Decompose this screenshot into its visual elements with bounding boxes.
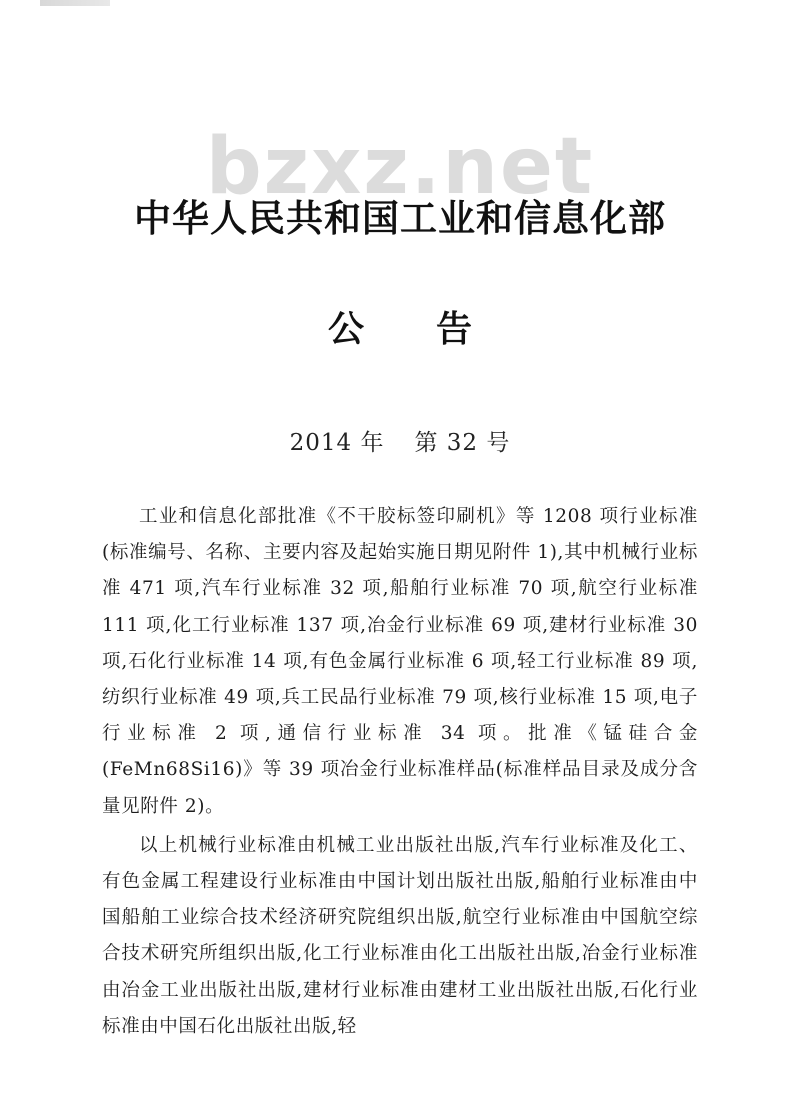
watermark: bzxz.net bbox=[205, 122, 595, 212]
paragraph-publishers: 以上机械行业标准由机械工业出版社出版,汽车行业标准及化工、有色金属工程建设行业标准由中国计划出版社出版,船舶行业标准由中国船舶工业综合技术经济研究院组织出版,航空行业标准由中国航空综合技术研究所组织出版,化工行业标准由化工出版社出版,冶金行业标准由冶金工业出版社出版,建材行业标准由建材工业出版社出版,石化行业标准由中国石化出版社出版,轻 bbox=[102, 834, 698, 1037]
scan-corner-mark bbox=[40, 0, 110, 6]
issue-year: 2014 年 bbox=[289, 430, 385, 456]
paragraph-approval: 工业和信息化部批准《不干胶标签印刷机》等 1208 项行业标准(标准编号、名称、主要内容及起始实施日期见附件 1),其中机械行业标准 471 项,汽车行业标准 32 项,船舶行业标准 70 项,航空行业标准 111 项,化工行业标准 137 项,冶金行业标准 69 项,建材行业标准 30 项,石化行业标准 14 项,有色金属行业标准 6 项,轻工行业标准 89 项,纺织行业标准 49 项,兵工民品行业标准 79 项,核行业标准 15 项,电子行业标准 2 项,通信行业标准 34 项。批准《锰硅合金(FeMn68Si16)》等 39 项冶金行业标准样品(标准样品目录及成分含量见附件 2)。 bbox=[102, 506, 698, 817]
announcement-body bbox=[102, 499, 698, 1045]
ministry-title: 中华人民共和国工业和信息化部 bbox=[134, 196, 666, 240]
issue-serial: 第 32 号 bbox=[414, 430, 511, 456]
issue-number bbox=[0, 424, 800, 457]
notice-title: 公告 bbox=[327, 308, 544, 350]
